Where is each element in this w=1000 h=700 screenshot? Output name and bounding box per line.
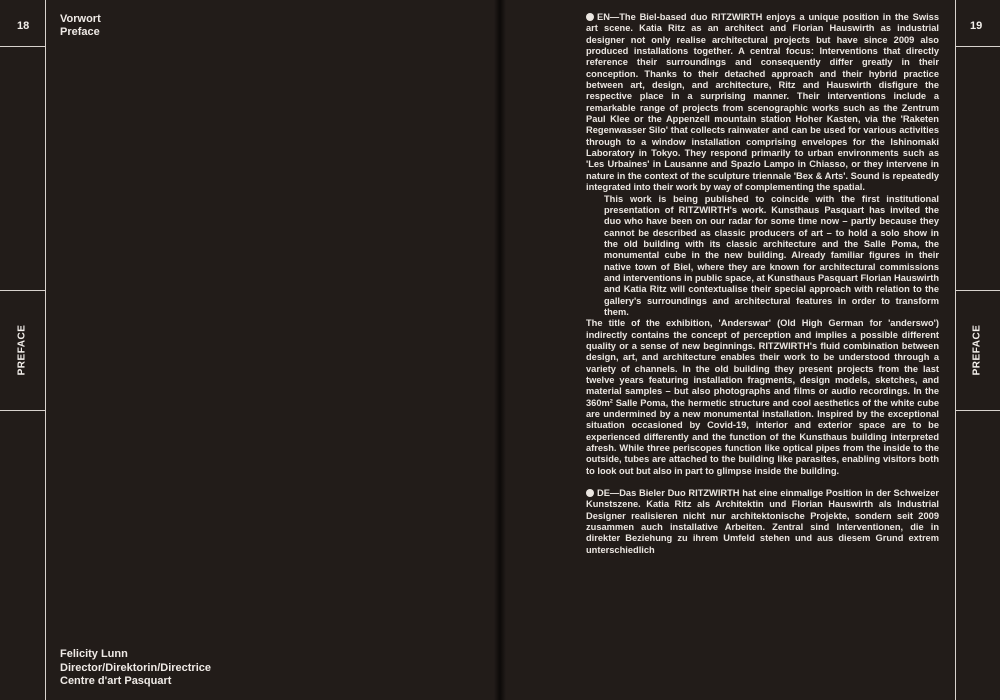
paragraph-en-exhibition: The title of the exhibition, 'Anderswar' (Old High German for 'anderswo') indirectly contains the concept of perception and implies a possible different quality or a sense of new beginnings. RITZWIRTH's fluid combination between design, art, and architecture enables their work to be understood through a variety of channels. In the old building they present projects from the last twelve years featuring installation fragments, design models, sketches, and material samples – but also photographs and films or audio recordings. In the 360m² Salle Poma, the hermetic structure and cool aesthetics of the white cube are undermined by a new monumental installation. Inspired by the exceptional situation occasioned by Covid-19, interior and exterior space are to be experienced differently and the function of the Kunsthaus building interpreted afresh. While three periscopes function like optical pipes from the inside to the outside, tubes are attached to the building like parasites, enabling visitors both to look out but also in part to glimpse inside the building. <box>586 318 939 476</box>
book-gutter <box>494 0 506 700</box>
paragraph-de-intro-text: DE—Das Bieler Duo RITZWIRTH hat eine einmalige Position in der Schweizer Kunstszene. Katia Ritz als Architektin und Florian Hauswirth als Industrial Designer realisieren nicht nur architektonische Projekte, sondern seit 2009 zusammen auch installative Arbeiten. Zentral sind Interventionen, die in direkter Beziehung zu ihrem Umfeld stehen und aus diesem Grund extrem unterschiedlich <box>586 488 939 555</box>
left-side-label-rule-bottom <box>0 410 45 411</box>
right-side-label-rule-top <box>955 290 1000 291</box>
paragraph-en-intro <box>586 12 939 194</box>
bullet-icon <box>586 489 594 497</box>
author-role: Director/Direktorin/Directrice <box>60 661 211 674</box>
author-credit <box>60 648 211 689</box>
left-page <box>0 0 497 700</box>
right-side-label-rule-bottom <box>955 410 1000 411</box>
paragraph-en-publication: This work is being published to coincide with the first institutional presentation of RITZWIRTH's work. Kunsthaus Pasquart has invited the duo who have been on our radar for some time now – partly because they cannot be described as classic producers of art – to hold a solo show in the old building with its classic architecture and the Salle Poma, the monumental cube in the new building. Already familiar figures in their native town of Biel, where they are known for architectural commissions and interventions in public space, at Kunsthaus Pasquart Florian Hauswirth and Katia Ritz will contextualise their special approach with relation to the gallery's surroundings and architectural features in order to transform them. <box>604 193 939 317</box>
left-margin-rule <box>45 0 46 700</box>
left-side-label-rule-top <box>0 290 45 291</box>
paragraph-en-intro-text: EN—The Biel-based duo RITZWIRTH enjoys a unique position in the Swiss art scene. Katia Ritz as an architect and Florian Hauswirth as industrial designer not only realise architectural projects but have since 2009 also produced installations together. A central focus: Interventions that directly reference their surroundings and consequently differ greatly in their conception. Thanks to their detached approach and their hybrid practice between art, design, and architecture, Ritz and Hauswirth disfigure the respective place in a surprising manner. Their interventions include a remarkable range of projects from scenographic works such as the Zentrum Paul Klee or the Appenzell mountain station Hoher Kasten, via the 'Raketen Regenwasser Silo' that collects rainwater and can be used for various activities through to a window installation comprising envelopes for the Ishinomaki Laboratory in Tokyo. They respond primarily to urban environments such as 'Les Urbaines' in Lausanne and Spazio Lampo in Chiasso, or they intervene in nature in the context of the sculpture triennale 'Bex & Arts'. Sound is repeatedly integrated into their work by way of complementing the spatial. <box>586 12 939 193</box>
heading-english: Preface <box>60 26 100 38</box>
page-number-left: 18 <box>17 20 30 32</box>
heading-german: Vorwort <box>60 13 101 25</box>
bullet-icon <box>586 13 594 21</box>
left-page-number-rule <box>0 46 45 47</box>
page-number-right: 19 <box>970 20 983 32</box>
side-label-right: PREFACE <box>971 324 983 376</box>
author-name: Felicity Lunn <box>60 648 128 660</box>
right-margin-rule <box>955 0 956 700</box>
section-heading <box>60 13 101 39</box>
right-page-number-rule <box>955 46 1000 47</box>
author-institution: Centre d'art Pasquart <box>60 675 172 687</box>
paragraph-de-intro <box>586 488 939 556</box>
body-text-column <box>586 12 939 556</box>
side-label-left: PREFACE <box>16 324 28 376</box>
